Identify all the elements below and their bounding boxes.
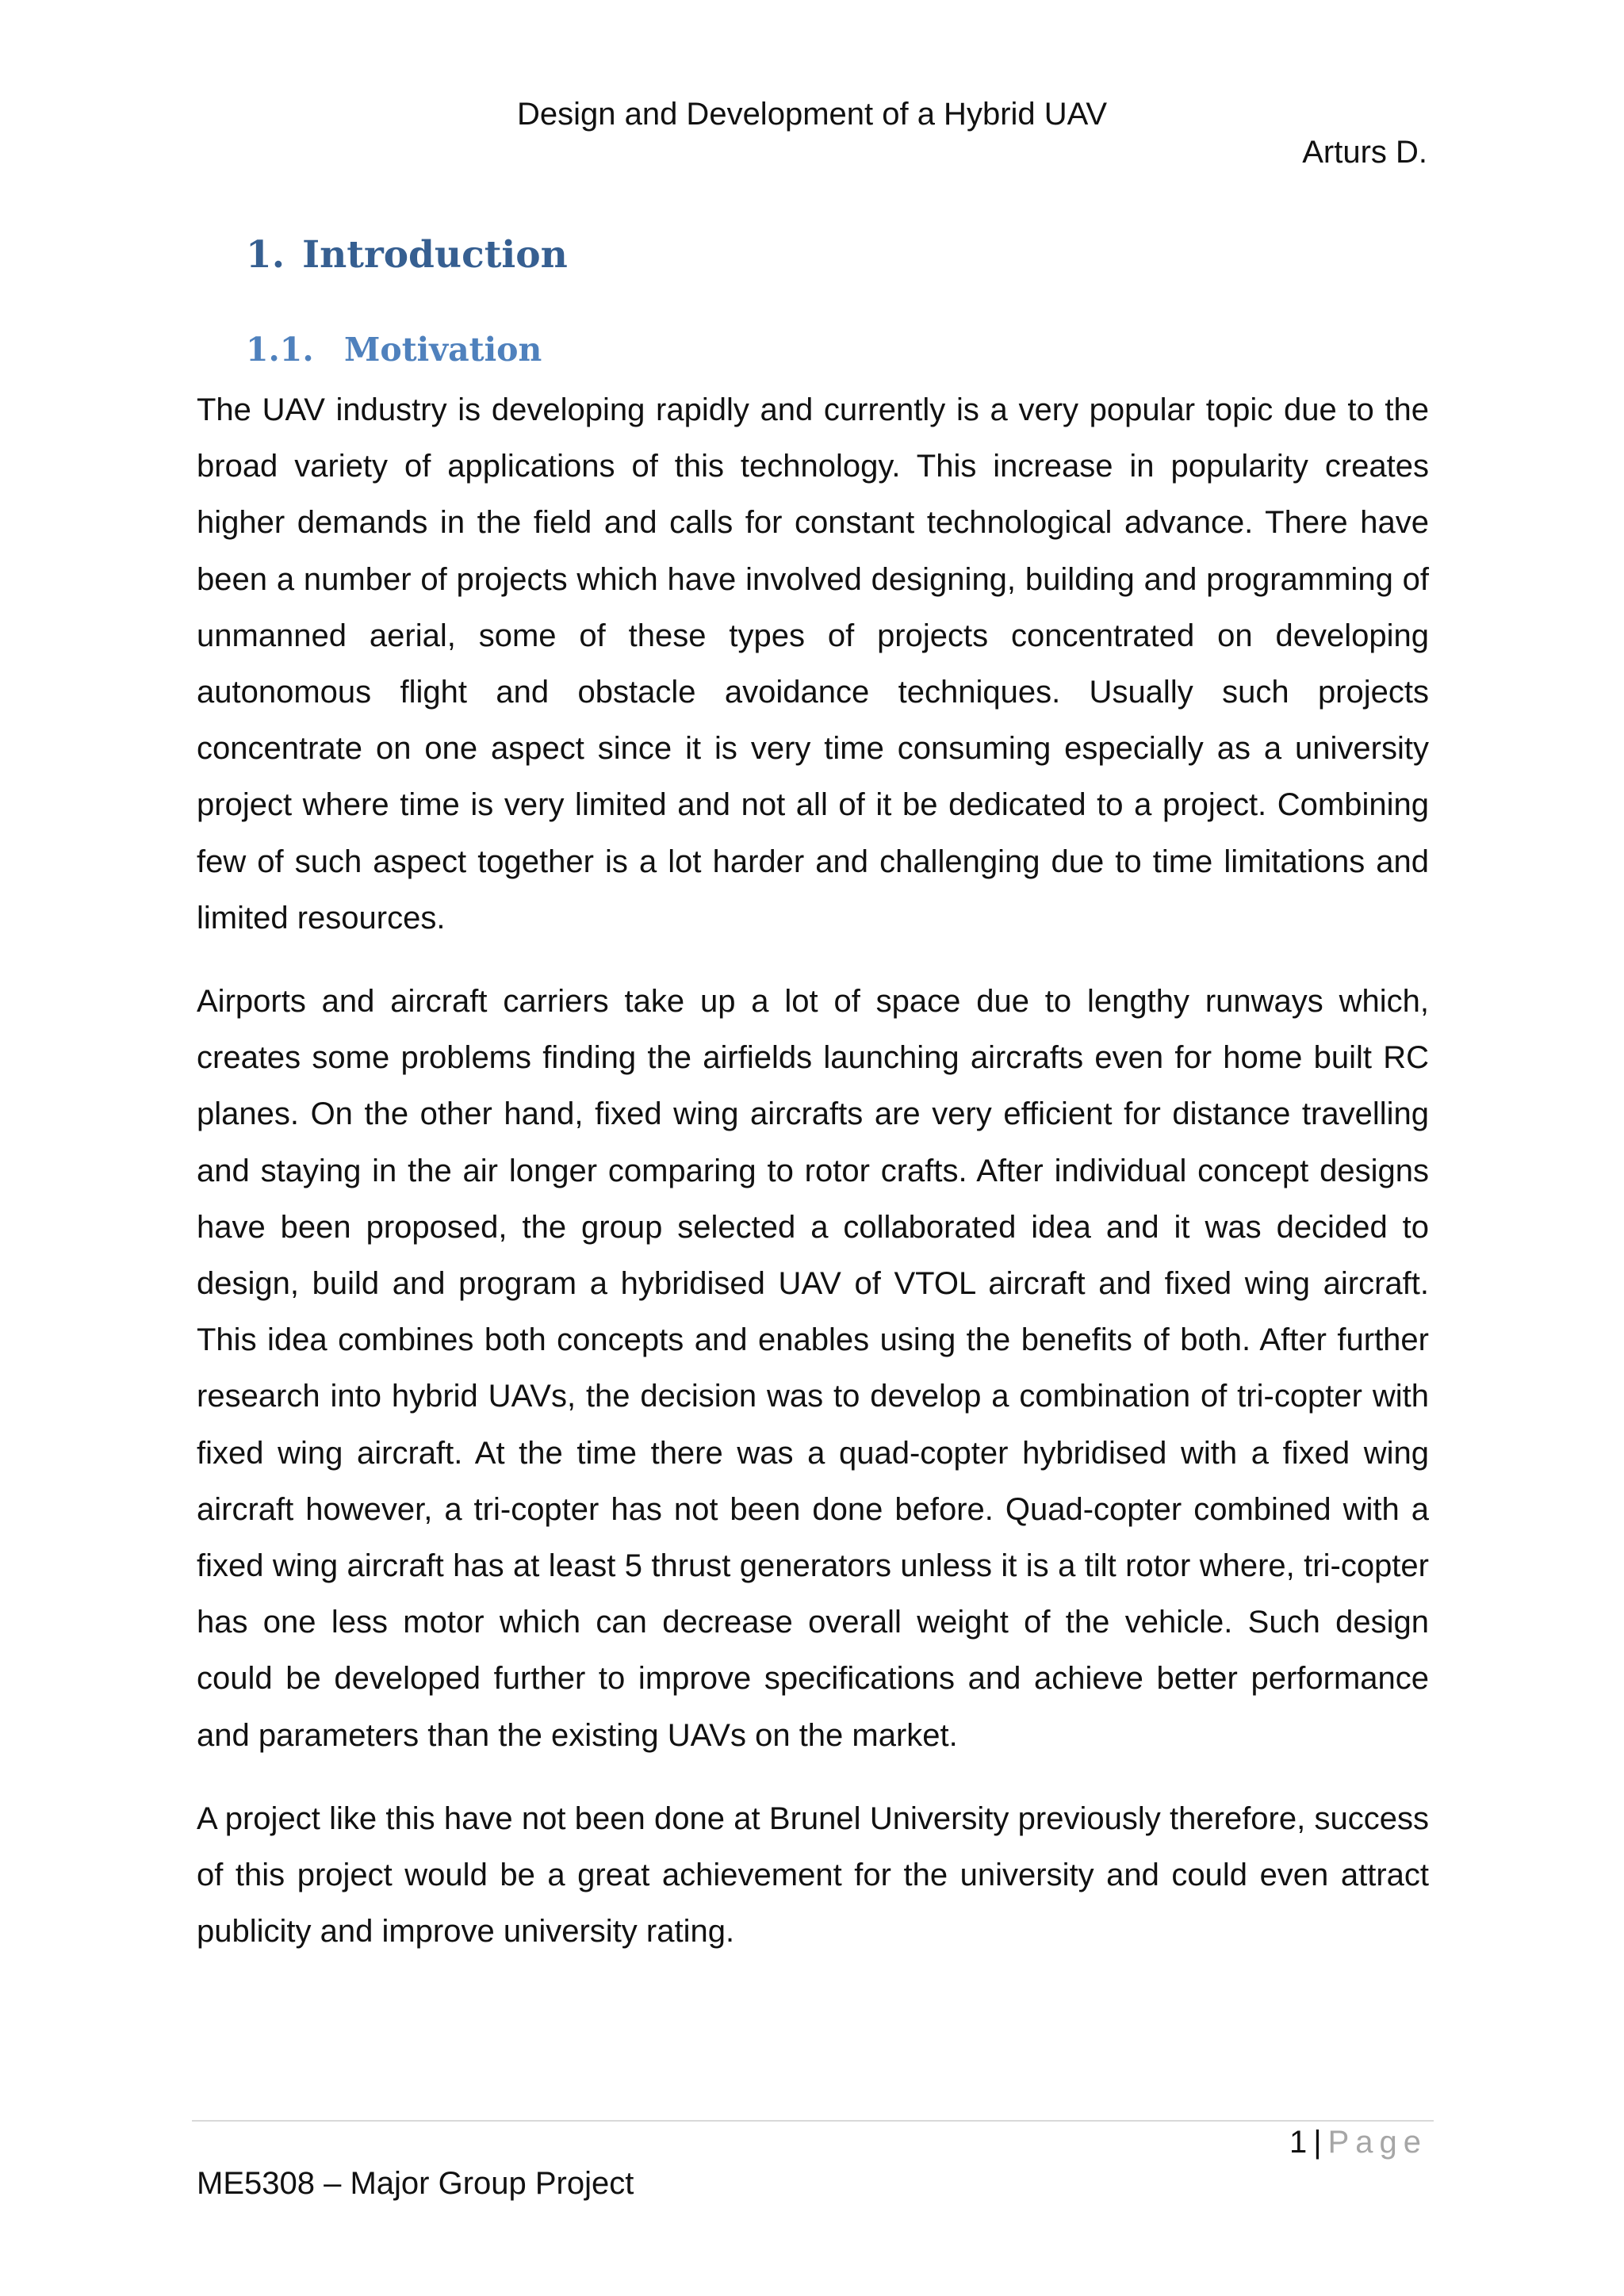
paragraph: Airports and aircraft carriers take up a lot of space due to lengthy runways which, creates some problems finding the airfields launching aircrafts even for home built RC planes. On the other hand, fixed wing aircrafts are very efficient for distance travelling and staying in the air longer comparing to rotor crafts. After individual concept designs have been proposed, the group selected a collaborated idea and it was decided to design, build and program a hybridised UAV of VTOL aircraft and fixed wing aircraft. This idea combines both concepts and enables using the benefits of both. After further research into hybrid UAVs, the decision was to develop a combination of tri-copter with fixed wing aircraft. At the time there was a quad-copter hybridised with a fixed wing aircraft however, a tri-copter has not been done before. Quad-copter combined with a fixed wing aircraft has at least 5 thrust generators unless it is a tilt rotor where, tri-copter has one less motor which can decrease overall weight of the vehicle. Such design could be developed further to improve specifications and achieve better performance and parameters than the existing UAVs on the market. [197, 984, 1429, 1753]
page-separator: | [1313, 2125, 1322, 2160]
body-text [197, 382, 1429, 1987]
running-header-author: Arturs D. [1302, 135, 1427, 170]
footer-course: ME5308 – Major Group Project [197, 2166, 634, 2201]
subsection-heading [246, 328, 542, 371]
page-indicator [1289, 2122, 1427, 2163]
subsection-title: Motivation [344, 331, 542, 369]
subsection-number: 1.1. [246, 331, 314, 369]
paragraph: The UAV industry is developing rapidly and currently is a very popular topic due to the broad variety of applications of this technology. This increase in popularity creates higher demands in the field and calls for constant technological advance. There have been a number of projects which have involved designing, building and programming of unmanned aerial, some of these types of projects concentrated on developing autonomous flight and obstacle avoidance techniques. Usually such projects concentrate on one aspect since it is very time consuming especially as a university project where time is very limited and not all of it be dedicated to a project. Combining few of such aspect together is a lot harder and challenging due to time limitations and limited resources. [197, 392, 1429, 936]
section-heading [246, 232, 568, 279]
section-title: Introduction [302, 233, 568, 277]
page-label: Page [1327, 2125, 1427, 2160]
page-number: 1 [1289, 2125, 1308, 2160]
section-number: 1. [246, 233, 285, 277]
paragraph: A project like this have not been done at Brunel University previously therefore, success of this project would be a great achievement for the university and could even attract publicity and improve university rating. [197, 1800, 1429, 1950]
footer-divider [192, 2120, 1434, 2122]
running-header-title: Design and Development of a Hybrid UAV [516, 97, 1108, 132]
